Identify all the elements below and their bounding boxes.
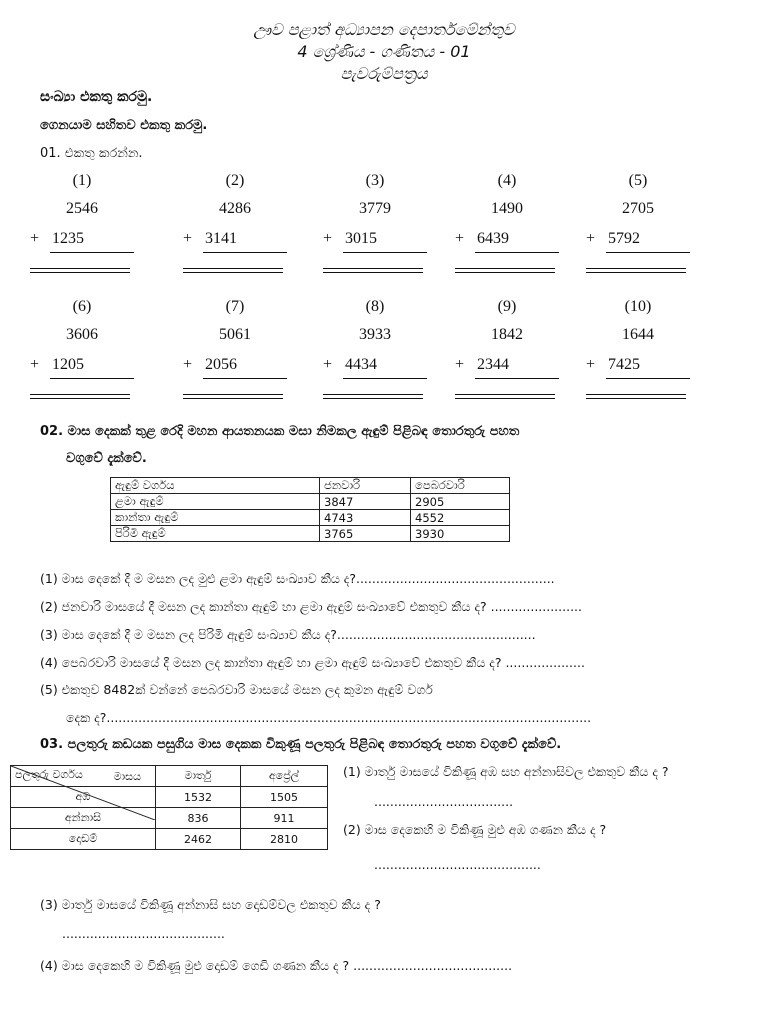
problem-top-number: 1842 [491, 326, 523, 343]
q3-question-4: (4) මාස දෙකෙහි ම විකිණූ මුළු දොඩම් ගෙඩි ගණන කීය ද ? ........................................ [40, 958, 513, 973]
problem-bottom-number: 3141 [205, 230, 237, 247]
answer-underline [343, 252, 427, 253]
table-cell: 836 [156, 808, 241, 829]
problem-3 [315, 172, 435, 282]
table-cell: 2810 [241, 829, 328, 850]
answer-double-line [323, 394, 423, 399]
table-cell: අඹ [11, 787, 156, 808]
subsection-title: ගෙනයාම සහිතව එකතු කරමු. [40, 118, 208, 133]
answer-underline [606, 252, 690, 253]
plus-sign: + [455, 230, 465, 247]
table-cell: 1532 [156, 787, 241, 808]
problem-top-number: 4286 [219, 200, 251, 217]
plus-sign: + [323, 356, 333, 373]
answer-underline [203, 378, 287, 379]
table-row [11, 829, 328, 850]
q3-question-2-blank: .......................................... [374, 857, 541, 872]
problem-label: (2) [225, 172, 245, 189]
q2-question-5: (5) එකතුව 8482ක් වන්නේ පෙබරවාරි මාසයේ මසන ලද කුමන ඇඳුම් වර්ග [40, 682, 433, 697]
table-header-cell: පෙබරවාරි [411, 478, 510, 494]
problem-label: (6) [72, 298, 92, 315]
plus-sign: + [183, 230, 193, 247]
table-cell: 1505 [241, 787, 328, 808]
table-corner-cell [11, 766, 156, 787]
table-cell: 911 [241, 808, 328, 829]
problem-top-number: 3606 [66, 326, 98, 343]
table-cell: 4743 [320, 510, 411, 526]
q3-question-1: (1) මාර්තු මාසයේ විකිණූ අඹ සහ අන්නාසිවල එකතුව කීය ද ? [343, 764, 669, 779]
plus-sign: + [455, 356, 465, 373]
table-header-cell: මාර්තු [156, 766, 241, 787]
problem-top-number: 1644 [622, 326, 654, 343]
problem-label: (8) [365, 298, 385, 315]
table-row [111, 510, 510, 526]
answer-underline [50, 378, 134, 379]
table-cell: ළමා ඇඳුම් [111, 494, 320, 510]
problem-8 [315, 298, 435, 408]
answer-double-line [455, 394, 555, 399]
corner-fruit-label: පලතුරු වර්ගය [15, 768, 83, 781]
q3-intro: 03. පලතුරු කඩයක පසුගිය මාස දෙකක විකුණූ පලතුරු පිළිබඳ තොරතුරු පහත වගුවේ දැක්වේ. [40, 737, 562, 752]
q3-question-2: (2) මාස දෙකෙහි ම විකිණූ මුළු අඹ ගණන කීය ද ? [343, 822, 607, 837]
problem-top-number: 3933 [359, 326, 391, 343]
problem-top-number: 1490 [491, 200, 523, 217]
problem-bottom-number: 5792 [608, 230, 640, 247]
fruit-table [10, 765, 328, 850]
problem-label: (10) [624, 298, 652, 315]
problem-9 [447, 298, 567, 408]
plus-sign: + [30, 230, 40, 247]
problem-10 [578, 298, 698, 408]
table-cell: අන්නාසි [11, 808, 156, 829]
table-cell: කාන්තා ඇඳුම් [111, 510, 320, 526]
table-cell: පිරිමි ඇඳුම් [111, 526, 320, 542]
table-row [111, 526, 510, 542]
problem-bottom-number: 2344 [477, 356, 509, 373]
answer-double-line [183, 394, 283, 399]
q2-question-1: (1) මාස දෙකේ දී ම මසන ලද මුළු ළමා ඇඳුම් සංඛ්‍යාව කීය ද?.................................................. [40, 571, 555, 586]
plus-sign: + [183, 356, 193, 373]
problem-top-number: 2546 [66, 200, 98, 217]
table-header-cell: ඇඳුම් වර්ගය [111, 478, 320, 494]
answer-double-line [455, 268, 555, 273]
problem-4 [447, 172, 567, 282]
answer-underline [203, 252, 287, 253]
answer-underline [606, 378, 690, 379]
plus-sign: + [586, 230, 596, 247]
table-cell: 3765 [320, 526, 411, 542]
problem-label: (3) [365, 172, 385, 189]
problem-label: (4) [497, 172, 517, 189]
q2-question-3: (3) මාස දෙකේ දී ම මසන ලද පිරිමි ඇඳුම් සංඛ්‍යාව කීය ද?.................................................. [40, 627, 536, 642]
table-cell: 2462 [156, 829, 241, 850]
q2-question-4: (4) පෙබරවාරි මාසයේ දී මසන ලද කාන්තා ඇඳුම් හා ළමා ඇඳුම් සංඛ්‍යාවේ එකතුව කීය ද? .................... [40, 655, 585, 670]
answer-double-line [586, 394, 686, 399]
problem-bottom-number: 1205 [52, 356, 84, 373]
table-header-cell: අප්‍රේල් [241, 766, 328, 787]
plus-sign: + [30, 356, 40, 373]
problem-label: (5) [628, 172, 648, 189]
table-header-row [11, 766, 328, 787]
plus-sign: + [586, 356, 596, 373]
table-cell: 2905 [411, 494, 510, 510]
problem-bottom-number: 6439 [477, 230, 509, 247]
table-cell: 4552 [411, 510, 510, 526]
q2-question-5-line-2: දෙක ද?.......................................................................................................................... [66, 710, 592, 725]
problem-1 [22, 172, 142, 282]
problem-label: (1) [72, 172, 92, 189]
answer-double-line [183, 268, 283, 273]
problem-6 [22, 298, 142, 408]
problem-bottom-number: 2056 [205, 356, 237, 373]
problem-bottom-number: 4434 [345, 356, 377, 373]
answer-underline [475, 378, 559, 379]
clothes-table [110, 477, 510, 542]
table-cell: දොඩම් [11, 829, 156, 850]
problem-2 [175, 172, 295, 282]
section-title: සංඛ්‍යා එකතු කරමු. [40, 89, 153, 105]
q2-question-2: (2) ජනවාරි මාසයේ දී මසන ලද කාන්තා ඇඳුම් හා ළමා ඇඳුම් සංඛ්‍යාවේ එකතුව කීය ද? ....................... [40, 599, 582, 614]
corner-month-label: මාසය [113, 770, 141, 783]
problem-7 [175, 298, 295, 408]
header-line-1: ඌව පළාත් අධ්‍යාපන දෙපාර්තමේන්තුව [253, 20, 515, 39]
table-cell: 3930 [411, 526, 510, 542]
problem-top-number: 5061 [219, 326, 251, 343]
table-cell: 3847 [320, 494, 411, 510]
q3-question-1-blank: ................................... [374, 794, 514, 809]
problem-bottom-number: 7425 [608, 356, 640, 373]
header-line-3: පැවරුම්පත්‍රය [340, 64, 428, 83]
table-header-cell: ජනවාරි [320, 478, 411, 494]
problem-5 [578, 172, 698, 282]
q2-intro-line-2: වගුවේ දැක්වේ. [66, 451, 147, 466]
problem-label: (9) [497, 298, 517, 315]
answer-double-line [30, 394, 130, 399]
answer-double-line [586, 268, 686, 273]
q2-intro-line-1: 02. මාස දෙකක් තුළ රෙදි මහන ආයතනයක මසා නිමකල ඇඳුම් පිළිබඳ තොරතුරු පහත [40, 424, 520, 439]
table-header-row [111, 478, 510, 494]
problem-label: (7) [225, 298, 245, 315]
q3-question-3-blank: ......................................... [62, 926, 225, 941]
header-line-2: 4 ශ්‍රේණිය - ගණිතය - 01 [297, 42, 471, 61]
problem-top-number: 2705 [622, 200, 654, 217]
answer-underline [50, 252, 134, 253]
q1-instruction: 01. එකතු කරන්න. [40, 146, 143, 161]
problem-bottom-number: 3015 [345, 230, 377, 247]
problem-bottom-number: 1235 [52, 230, 84, 247]
answer-double-line [323, 268, 423, 273]
q3-question-3: (3) මාර්තු මාසයේ විකිණූ අන්නාසි සහ දොඩම්වල එකතුව කීය ද ? [40, 897, 381, 912]
answer-double-line [30, 268, 130, 273]
table-row [111, 494, 510, 510]
answer-underline [475, 252, 559, 253]
answer-underline [343, 378, 427, 379]
problem-top-number: 3779 [359, 200, 391, 217]
plus-sign: + [323, 230, 333, 247]
